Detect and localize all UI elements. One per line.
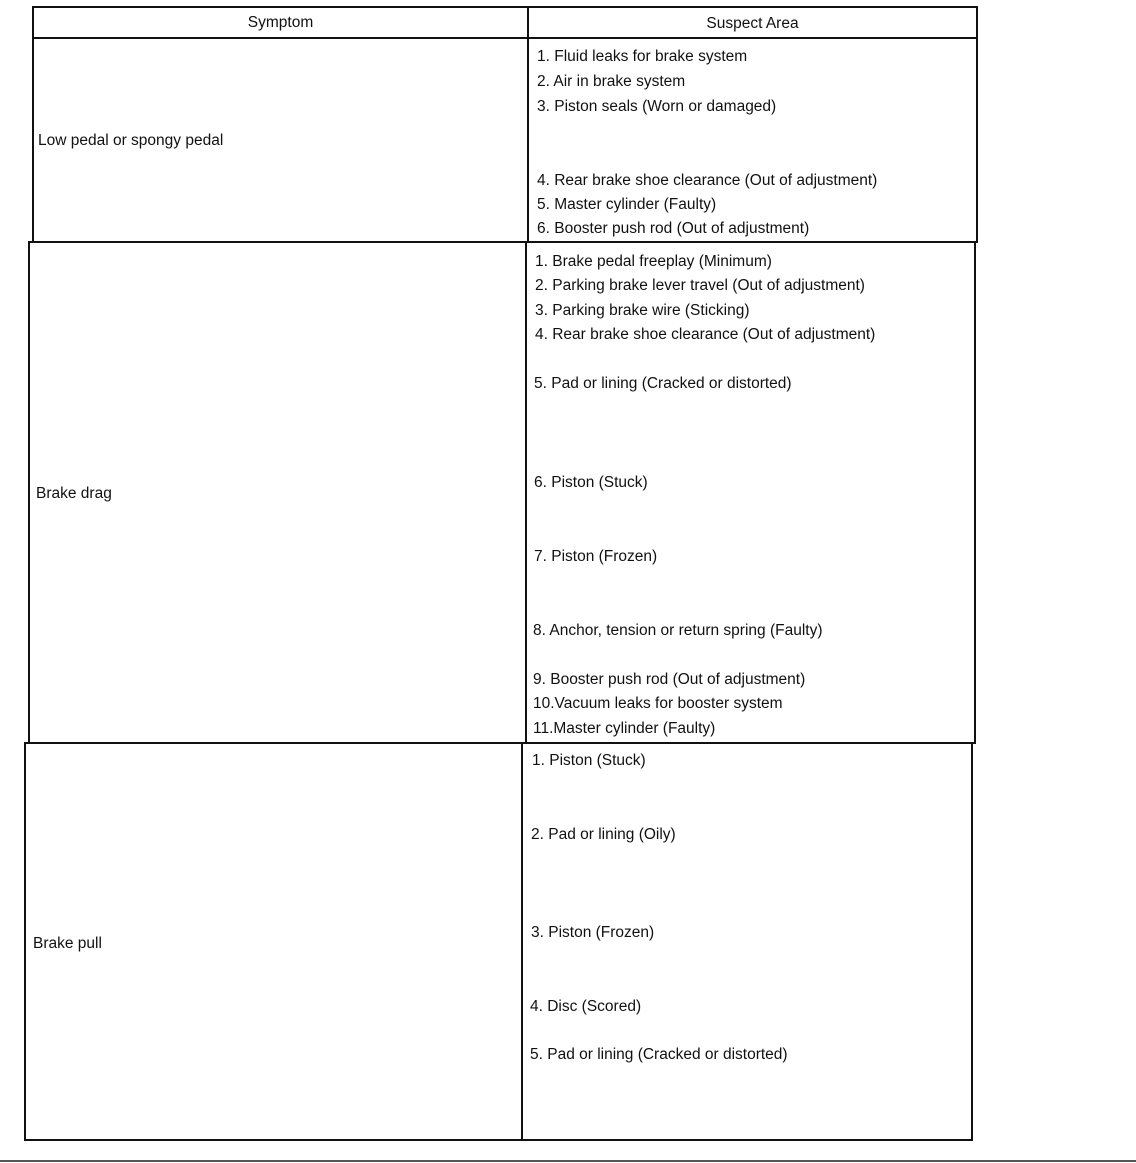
list-item: 1. Fluid leaks for brake system — [537, 48, 748, 65]
column-divider-1 — [527, 6, 529, 242]
list-item: 11.Master cylinder (Faulty) — [533, 720, 716, 737]
list-item: 8. Anchor, tension or return spring (Faulty) — [533, 622, 823, 639]
list-item: 5. Pad or lining (Cracked or distorted) — [530, 1046, 788, 1063]
list-item: 5. Master cylinder (Faulty) — [537, 196, 717, 213]
table-border-right-1 — [976, 6, 978, 242]
table-border-left-2 — [28, 241, 30, 743]
list-item: 2. Air in brake system — [537, 73, 686, 90]
list-item: 3. Piston (Frozen) — [531, 924, 655, 941]
column-divider-2 — [525, 241, 527, 743]
list-item: 3. Piston seals (Worn or damaged) — [537, 98, 777, 115]
column-divider-3 — [521, 742, 523, 1141]
list-item: 2. Pad or lining (Oily) — [531, 826, 676, 843]
list-item: 4. Rear brake shoe clearance (Out of adjustment) — [537, 172, 878, 189]
symptom-low-pedal: Low pedal or spongy pedal — [38, 132, 224, 149]
list-item: 4. Rear brake shoe clearance (Out of adjustment) — [535, 326, 876, 343]
list-item: 3. Parking brake wire (Sticking) — [535, 302, 750, 319]
list-item: 9. Booster push rod (Out of adjustment) — [533, 671, 806, 688]
table-border-left-3 — [24, 742, 26, 1141]
list-item: 6. Booster push rod (Out of adjustment) — [537, 220, 810, 237]
symptom-brake-pull: Brake pull — [33, 935, 102, 952]
list-item: 2. Parking brake lever travel (Out of adjustment) — [535, 277, 865, 294]
row-divider-2 — [26, 742, 976, 744]
page-bottom-rule — [0, 1160, 1136, 1162]
list-item: 6. Piston (Stuck) — [534, 474, 648, 491]
symptom-brake-drag: Brake drag — [36, 485, 112, 502]
table-border-top — [32, 6, 978, 8]
list-item: 1. Brake pedal freeplay (Minimum) — [535, 253, 772, 270]
table-border-right-3 — [971, 742, 973, 1141]
header-suspect-area: Suspect Area — [706, 15, 799, 32]
list-item: 1. Piston (Stuck) — [532, 752, 646, 769]
list-item: 4. Disc (Scored) — [530, 998, 642, 1015]
table-border-left-1 — [32, 6, 34, 242]
row-divider-1 — [30, 241, 978, 243]
header-symptom: Symptom — [247, 14, 314, 31]
table-border-right-2 — [974, 241, 976, 743]
list-item: 7. Piston (Frozen) — [534, 548, 658, 565]
header-divider — [32, 37, 978, 39]
list-item: 5. Pad or lining (Cracked or distorted) — [534, 375, 792, 392]
table-border-bottom — [24, 1139, 973, 1141]
list-item: 10.Vacuum leaks for booster system — [533, 695, 783, 712]
